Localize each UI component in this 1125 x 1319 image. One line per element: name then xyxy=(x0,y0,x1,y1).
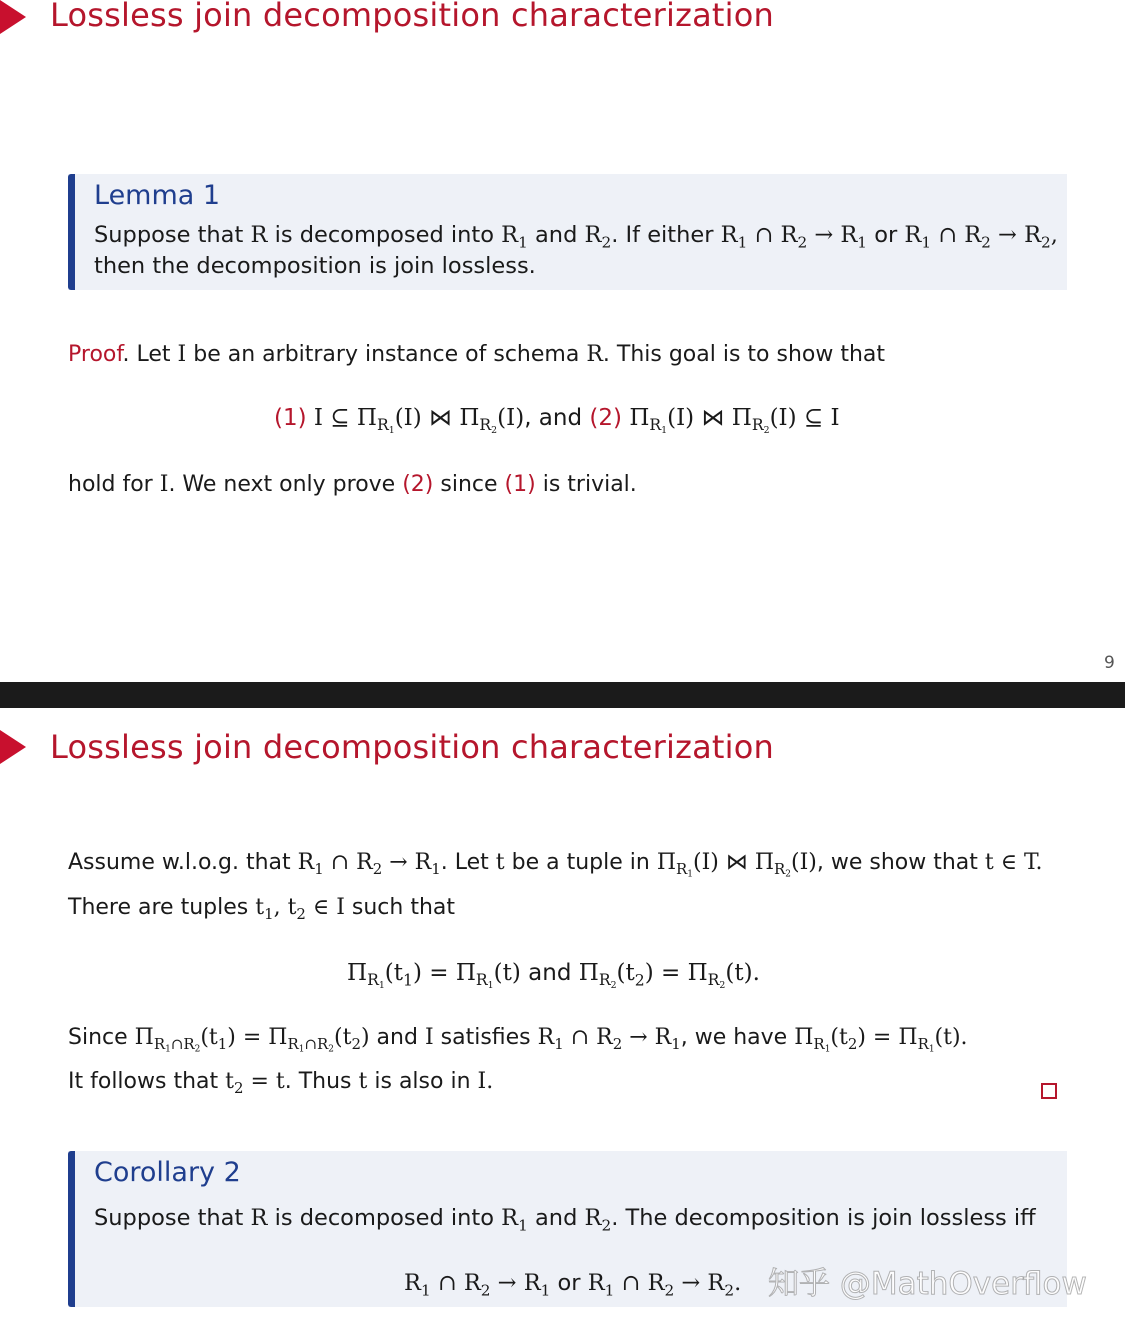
lemma-heading: Lemma 1 xyxy=(94,180,221,211)
page-number: 9 xyxy=(1104,653,1115,673)
title-marker-icon xyxy=(0,730,26,764)
corollary-equation: $R_1$ ∩ $R_2 \to R_1$ or $R_1$ ∩ $R_2 \to R_2$. xyxy=(404,1270,742,1300)
lemma-text-line-2: then the decomposition is join lossless. xyxy=(94,253,536,279)
body-line-1: Assume w.l.o.g. that $R_1$ ∩ $R_2 \to R_1$. Let t be a tuple in $\Pi_{R_1}(I)$ ⋈ $\Pi_{R_2}(I)$, we show that t ∈ T. xyxy=(68,850,1043,880)
block-accent-bar xyxy=(68,174,75,290)
body-equation: $\Pi_{R_1}(t_1) = \Pi_{R_1}(t)$ and $\Pi_{R_2}(t_2) = \Pi_{R_2}(t)$. xyxy=(347,960,760,992)
slide-title: Lossless join decomposition characterization xyxy=(50,728,774,766)
title-marker-icon xyxy=(0,0,26,34)
proof-conclusion: hold for I. We next only prove (2) since (1) is trivial. xyxy=(68,472,637,497)
corollary-text-line-1: Suppose that R is decomposed into $R_1$ and $R_2$. The decomposition is join lossless iff xyxy=(94,1205,1036,1235)
slide-title: Lossless join decomposition characterization xyxy=(50,0,774,34)
slide-divider xyxy=(0,682,1125,708)
qed-square-icon xyxy=(1041,1083,1057,1099)
proof-equation: (1) I ⊆ $\Pi_{R_1}(I)$ ⋈ $\Pi_{R_2}(I)$, and (2) $\Pi_{R_1}(I)$ ⋈ $\Pi_{R_2}(I)$ ⊆ I xyxy=(274,405,840,437)
slide-10 xyxy=(0,708,1125,1319)
corollary-heading: Corollary 2 xyxy=(94,1157,241,1188)
body-line-4: It follows that $t_2 = t$. Thus t is also in I. xyxy=(68,1069,494,1098)
lemma-block xyxy=(68,174,1067,290)
block-accent-bar xyxy=(68,1151,75,1307)
watermark: 知乎 @MathOverflow xyxy=(768,1266,1087,1302)
proof-intro: Proof. Let I be an arbitrary instance of schema R. This goal is to show that xyxy=(68,342,886,367)
lemma-text-line-1: Suppose that R is decomposed into $R_1$ and $R_2$. If either $R_1$ ∩ $R_2 \to R_1$ or $R_1$ ∩ $R_2 \to R_2$, xyxy=(94,222,1058,252)
body-line-3: Since $\Pi_{R_1\cap R_2}(t_1) = \Pi_{R_1\cap R_2}(t_2)$ and I satisfies $R_1$ ∩ $R_2 \to R_1$, we have $\Pi_{R_1}(t_2) = \Pi_{R_1}(t)$. xyxy=(68,1025,968,1055)
body-line-2: There are tuples $t_1$, $t_2$ ∈ I such that xyxy=(68,895,456,924)
